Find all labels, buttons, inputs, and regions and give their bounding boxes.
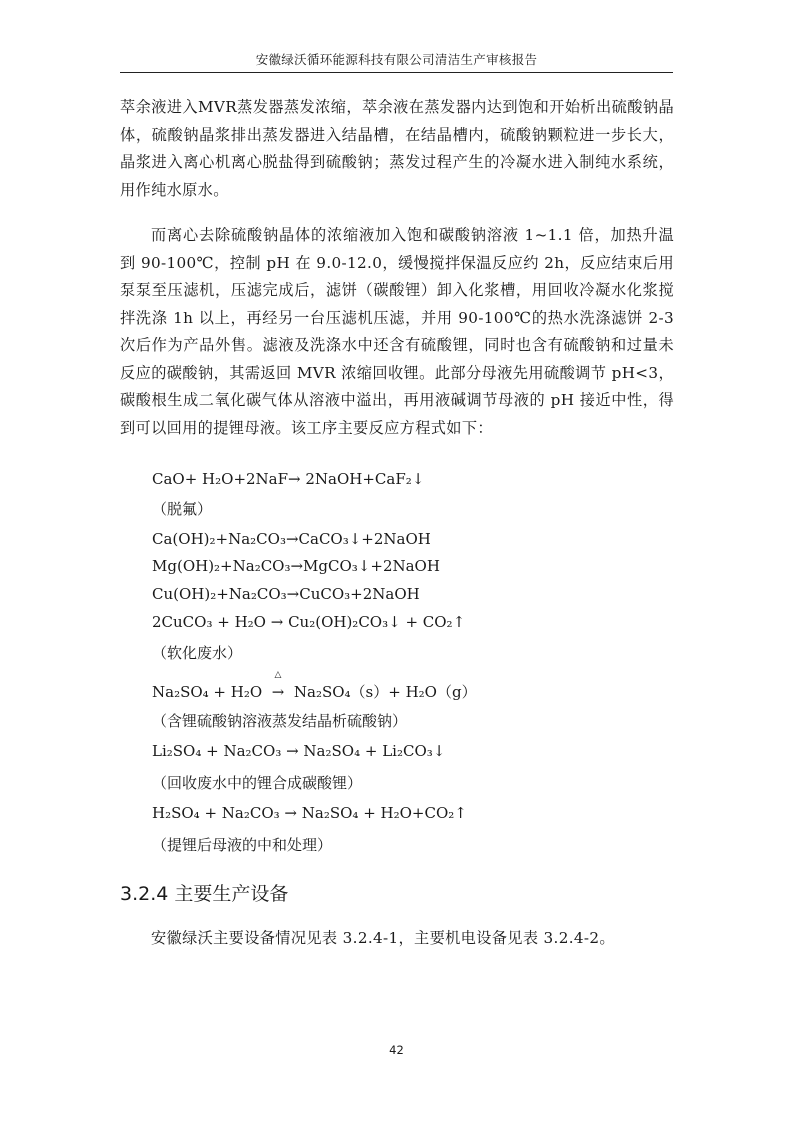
reaction-arrow: → — [271, 683, 285, 701]
header-divider — [120, 72, 673, 73]
equation-left-side: Na₂SO₄ + H₂O — [152, 683, 263, 701]
equation-lithium-carbonate: Li₂SO₄ + Na₂CO₃ → Na₂SO₄ + Li₂CO₃↓ — [152, 742, 446, 760]
equation-defluorination: CaO+ H₂O+2NaF→ 2NaOH+CaF₂↓ — [152, 470, 425, 488]
page-header: 安徽绿沃循环能源科技有限公司清洁生产审核报告 — [255, 52, 538, 67]
section-title: 3.2.4 主要生产设备 — [120, 883, 289, 905]
paragraph-equipment-reference: 安徽绿沃主要设备情况见表 3.2.4-1，主要机电设备见表 3.2.4-2。 — [151, 929, 615, 947]
equation-copper-hydroxide: Cu(OH)₂+Na₂CO₃→CuCO₃+2NaOH — [152, 585, 420, 603]
equation-sodium-sulfate-evaporation — [152, 670, 477, 702]
equation-note-neutralization: （提锂后母液的中和处理） — [152, 836, 333, 854]
equation-copper-carbonate: 2CuCO₃ + H₂O → Cu₂(OH)₂CO₃↓ + CO₂↑ — [152, 613, 466, 631]
heat-symbol: △ — [274, 670, 282, 680]
paragraph-mvr-evaporation: 萃余液进入MVR蒸发器蒸发浓缩，萃余液在蒸发器内达到饱和开始析出硫酸钠晶体，硫酸钠晶浆排出蒸发器进入结晶槽，在结晶槽内，硫酸钠颗粒进一步长大，晶浆进入离心机离心脱盐得到硫酸钠；蒸发过程产生的冷凝水进入制纯水系统，用作纯水原水。 — [120, 98, 674, 199]
equation-right-side: Na₂SO₄（s）+ H₂O（g） — [293, 683, 477, 701]
equation-note-evaporation: （含锂硫酸钠溶液蒸发结晶析硫酸钠） — [152, 712, 408, 730]
heating-arrow — [267, 670, 289, 701]
paragraph-lithium-carbonate-process: 而离心去除硫酸钠晶体的浓缩液加入饱和碳酸钠溶液 1~1.1 倍，加热升温到 90-100℃，控制 pH 在 9.0-12.0，缓慢搅拌保温反应约 2h，反应结束后用泵泵至压滤机，压滤完成后，滤饼（碳酸锂）卸入化浆槽，用回收冷凝水化浆搅拌洗涤 1h 以上，再经另一台压滤机压滤，并用 90-100℃的热水洗涤滤饼 2-3 次后作为产品外售。滤液及洗涤水中还含有硫酸锂，同时也含有硫酸钠和过量未反应的碳酸钠，其需返回 MVR 浓缩回收锂。此部分母液先用硫酸调节 pH<3，碳酸根生成二氧化碳气体从溶液中溢出，再用液碱调节母液的 pH 接近中性，得到可以回用的提锂母液。该工序主要反应方程式如下： — [120, 226, 674, 437]
equation-note-defluorination: （脱氟） — [152, 500, 213, 518]
equation-calcium-hydroxide: Ca(OH)₂+Na₂CO₃→CaCO₃↓+2NaOH — [152, 530, 431, 548]
page-number: 42 — [389, 1043, 404, 1057]
equation-note-lithium-recovery: （回收废水中的锂合成碳酸锂） — [152, 774, 363, 792]
equation-note-softening: （软化废水） — [152, 644, 243, 662]
equation-neutralization: H₂SO₄ + Na₂CO₃ → Na₂SO₄ + H₂O+CO₂↑ — [152, 804, 467, 822]
equation-magnesium-hydroxide: Mg(OH)₂+Na₂CO₃→MgCO₃↓+2NaOH — [152, 557, 440, 575]
